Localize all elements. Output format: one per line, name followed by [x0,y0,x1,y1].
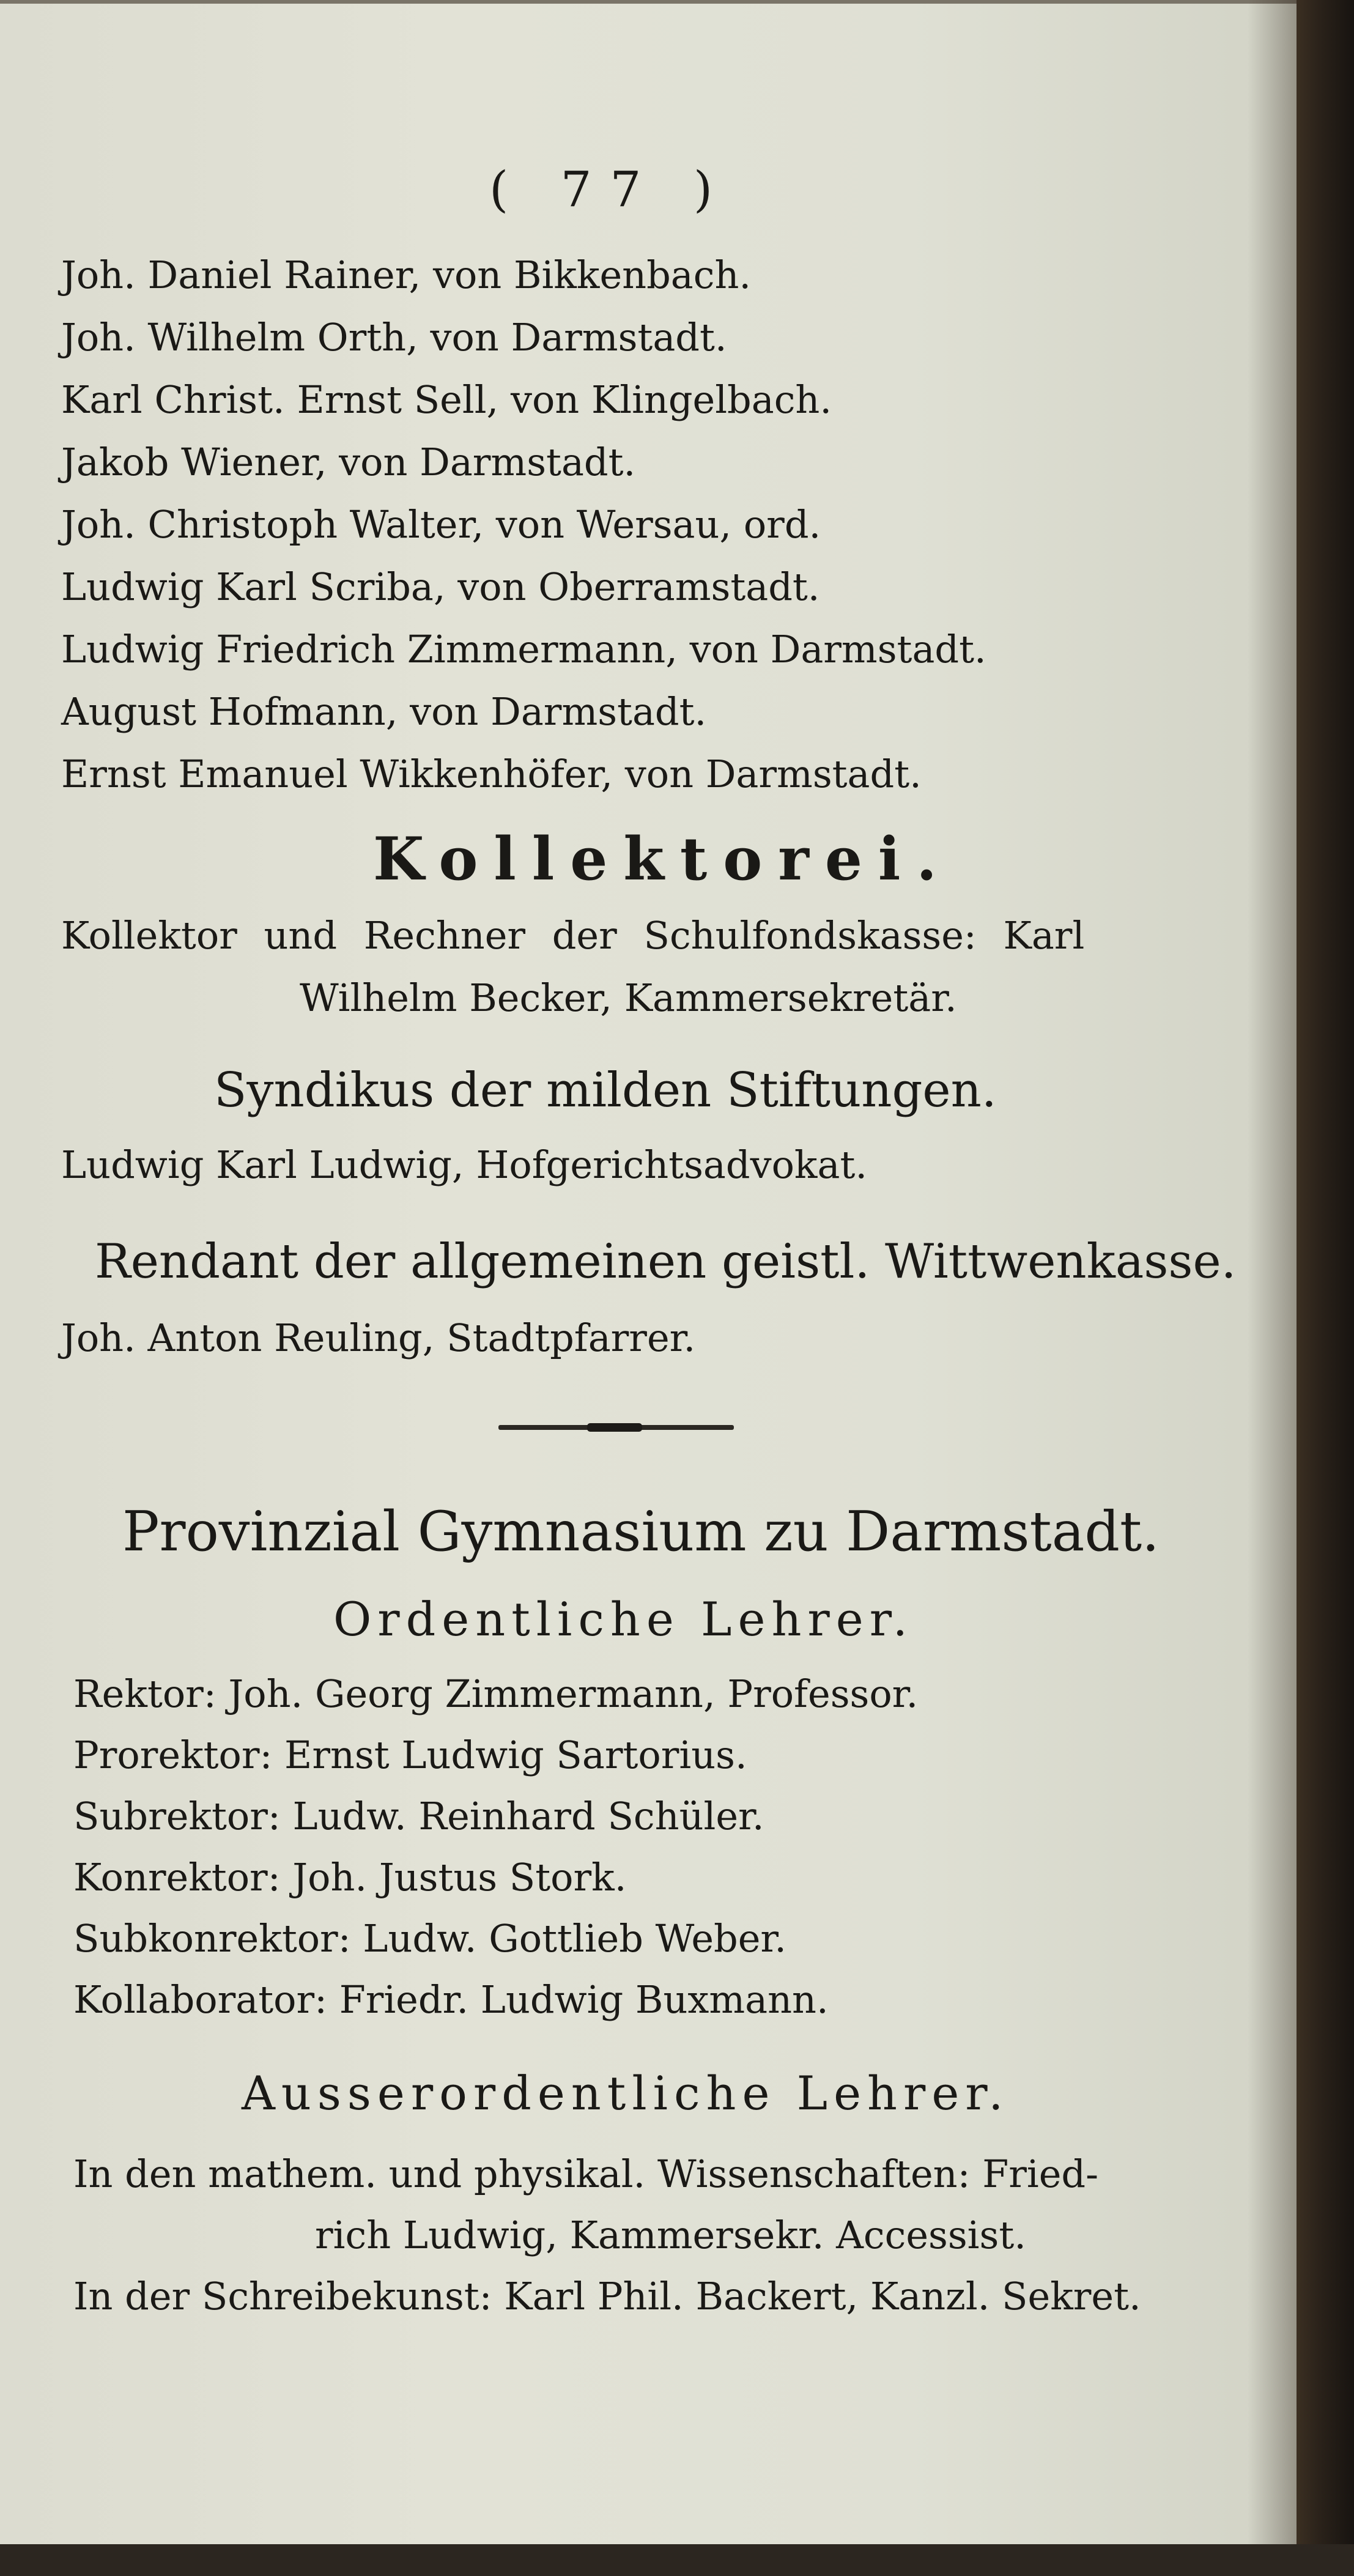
subheading-ausserordentliche-lehrer: Ausserordentliche Lehrer. [242,2066,1010,2120]
teacher-row: Prorektor: Ernst Ludwig Sartorius. [73,1733,747,1777]
kollektorei-entry-line2: Wilhelm Becker, Kammersekretär. [300,975,957,1020]
teacher-row: Subrektor: Ludw. Reinhard Schüler. [73,1794,764,1838]
page-number: ( 77 ) [489,161,731,218]
section-divider-ornament [587,1423,642,1432]
list-item: Karl Christ. Ernst Sell, von Klingelbach. [61,377,832,422]
page-gutter-shadow [1248,0,1297,2544]
teacher-row: Subkonrektor: Ludw. Gottlieb Weber. [73,1916,786,1961]
extra-teacher-line: rich Ludwig, Kammersekr. Accessist. [315,2213,1026,2257]
teacher-row: Kollaborator: Friedr. Ludwig Buxmann. [73,1977,829,2022]
extra-teacher-line: In den mathem. und physikal. Wissenschaften: Fried- [73,2152,1099,2196]
section-heading-rendant: Rendant der allgemeinen geistl. Wittwenkasse. [95,1234,1237,1289]
teacher-row: Konrektor: Joh. Justus Stork. [73,1855,627,1900]
list-item: August Hofmann, von Darmstadt. [61,689,707,734]
section-heading-kollektorei: Kollektorei. [373,824,953,894]
list-item: Joh. Christoph Walter, von Wersau, ord. [61,502,821,547]
rendant-entry: Joh. Anton Reuling, Stadtpfarrer. [61,1316,696,1360]
subheading-ordentliche-lehrer: Ordentliche Lehrer. [333,1592,914,1646]
syndikus-entry: Ludwig Karl Ludwig, Hofgerichtsadvokat. [61,1142,868,1187]
section-heading-syndikus: Syndikus der milden Stiftungen. [214,1063,997,1118]
kollektorei-entry-line1: Kollektor und Rechner der Schulfondskasse: Karl [61,913,1085,958]
list-item: Ludwig Karl Scriba, von Oberramstadt. [61,564,820,609]
list-item: Joh. Wilhelm Orth, von Darmstadt. [61,315,727,360]
list-item: Jakob Wiener, von Darmstadt. [61,440,636,484]
page-top-edge [0,0,1297,4]
list-item: Ludwig Friedrich Zimmermann, von Darmstadt. [61,627,986,672]
teacher-row: Rektor: Joh. Georg Zimmermann, Professor. [73,1671,919,1716]
book-cover-edge [1297,0,1354,2576]
book-bottom-edge [0,2544,1354,2576]
extra-teacher-line: In der Schreibekunst: Karl Phil. Backert, Kanzl. Sekret. [73,2274,1141,2319]
section-heading-gymnasium: Provinzial Gymnasium zu Darmstadt. [122,1500,1160,1564]
list-item: Ernst Emanuel Wikkenhöfer, von Darmstadt. [61,752,922,796]
list-item: Joh. Daniel Rainer, von Bikkenbach. [61,253,752,297]
